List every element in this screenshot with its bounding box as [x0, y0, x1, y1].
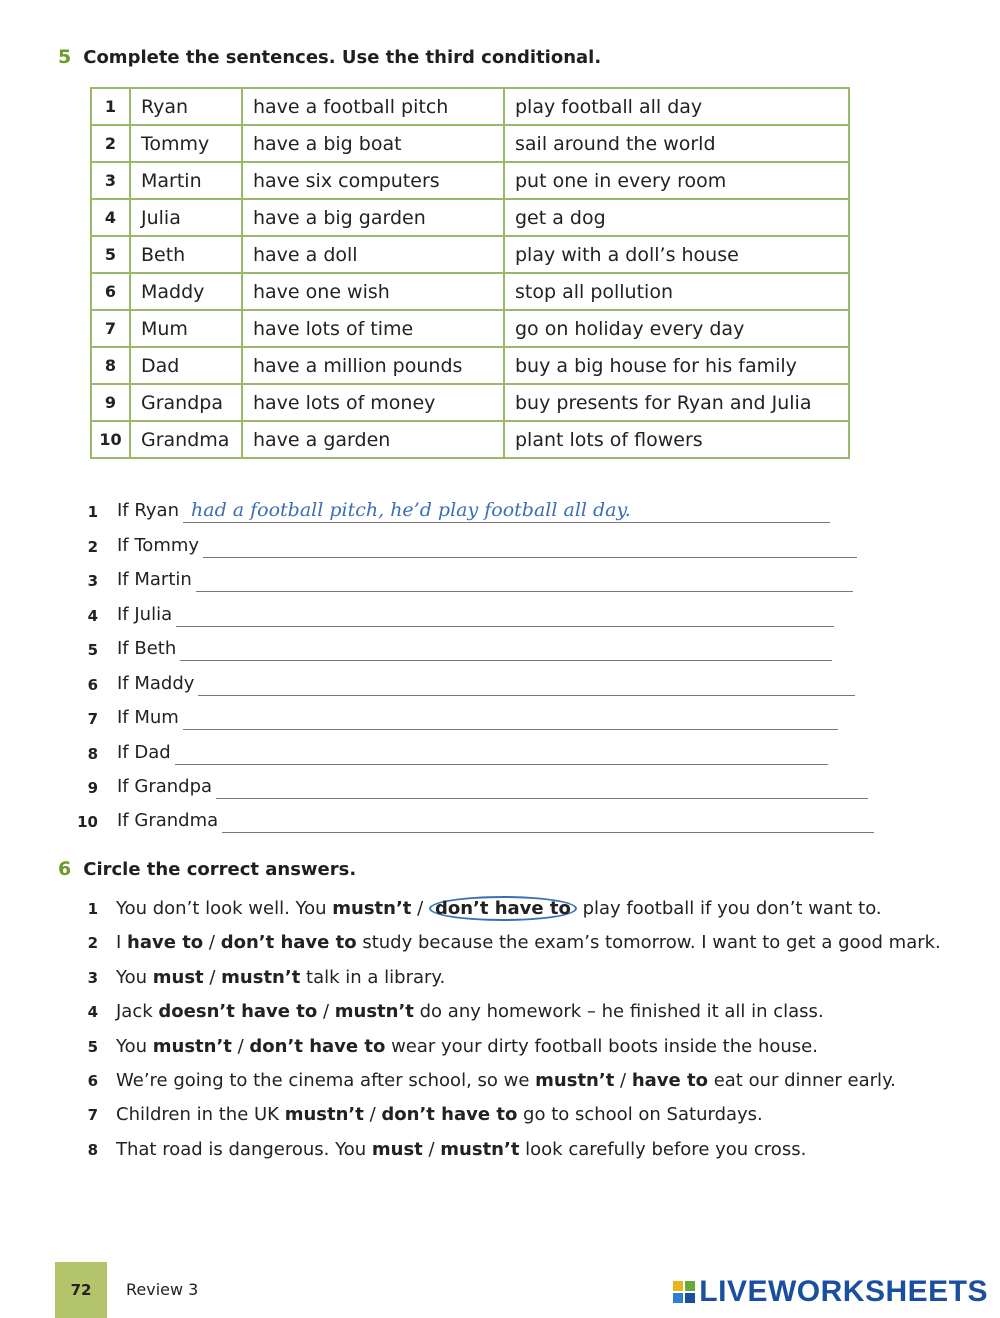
answer-line-row	[74, 635, 832, 665]
row-number: 4	[91, 199, 130, 236]
option-1[interactable]: must	[371, 1139, 423, 1160]
answer-line-row	[74, 532, 857, 562]
condition-cell: have lots of money	[242, 384, 504, 421]
line-number: 8	[87, 745, 98, 763]
answer-input-line[interactable]	[196, 591, 853, 592]
answer-input-line[interactable]	[176, 626, 834, 627]
sentence-end: play football if you don’t want to.	[576, 898, 882, 919]
person-name: Maddy	[130, 273, 242, 310]
table-row	[91, 273, 849, 310]
table-row	[91, 384, 849, 421]
person-name: Dad	[130, 347, 242, 384]
person-name: Grandpa	[130, 384, 242, 421]
sentence-stem: If Julia	[117, 604, 173, 625]
liveworksheets-logo[interactable]	[673, 1275, 988, 1309]
person-name: Grandma	[130, 421, 242, 458]
answer-line-row	[74, 601, 834, 631]
option-1[interactable]: mustn’t	[152, 1036, 232, 1057]
logo-icon	[673, 1281, 695, 1303]
sentence-stem: If Mum	[117, 707, 179, 728]
sentence-end: do any homework – he finished it all in class.	[413, 1001, 824, 1022]
item-number: 8	[87, 1141, 98, 1159]
logo-square	[685, 1281, 695, 1291]
exercise-instruction: Complete the sentences. Use the third conditional.	[83, 47, 602, 68]
list-item	[74, 1001, 824, 1022]
person-name: Beth	[130, 236, 242, 273]
condition-cell: have a garden	[242, 421, 504, 458]
answer-input-line[interactable]	[203, 557, 857, 558]
option-2[interactable]: mustn’t	[334, 1001, 414, 1022]
result-cell: put one in every room	[504, 162, 849, 199]
prompt-table	[90, 87, 850, 459]
exercise-6-heading	[58, 858, 356, 880]
option-2[interactable]: have to	[631, 1070, 708, 1091]
line-number: 1	[87, 503, 98, 521]
table-row	[91, 162, 849, 199]
handwritten-answer: had a football pitch, he’d play football all day.	[191, 499, 631, 521]
option-2[interactable]: don’t have to	[381, 1104, 518, 1125]
option-1[interactable]: must	[152, 967, 204, 988]
logo-square	[673, 1293, 683, 1303]
result-cell: go on holiday every day	[504, 310, 849, 347]
answer-line-row	[74, 773, 868, 803]
condition-cell: have a million pounds	[242, 347, 504, 384]
line-number: 4	[87, 607, 98, 625]
logo-square	[685, 1293, 695, 1303]
exercise-5-heading	[58, 46, 601, 68]
table-row	[91, 88, 849, 125]
answer-line-row	[74, 670, 855, 700]
sentence-stem: If Beth	[117, 638, 177, 659]
line-number: 7	[87, 710, 98, 728]
row-number: 9	[91, 384, 130, 421]
list-item	[74, 1139, 806, 1160]
option-separator: /	[422, 1139, 441, 1160]
row-number: 6	[91, 273, 130, 310]
sentence-start: You	[116, 967, 153, 988]
row-number: 1	[91, 88, 130, 125]
list-item	[74, 898, 882, 919]
answer-line-row	[74, 497, 830, 527]
exercise-number: 5	[58, 46, 72, 68]
table-row	[91, 347, 849, 384]
option-2[interactable]: mustn’t	[221, 967, 301, 988]
item-number: 4	[87, 1003, 98, 1021]
answer-input-line[interactable]	[198, 695, 855, 696]
row-number: 8	[91, 347, 130, 384]
person-name: Ryan	[130, 88, 242, 125]
item-number: 1	[87, 900, 98, 918]
sentence-stem: If Martin	[117, 569, 192, 590]
sentence-end: go to school on Saturdays.	[517, 1104, 763, 1125]
option-1[interactable]: mustn’t	[535, 1070, 615, 1091]
item-number: 7	[87, 1106, 98, 1124]
condition-cell: have a football pitch	[242, 88, 504, 125]
result-cell: play with a doll’s house	[504, 236, 849, 273]
person-name: Julia	[130, 199, 242, 236]
item-number: 5	[87, 1038, 98, 1056]
sentence-start: We’re going to the cinema after school, so we	[116, 1070, 536, 1091]
sentence-start: That road is dangerous. You	[116, 1139, 372, 1160]
sentence-end: study because the exam’s tomorrow. I want to get a good mark.	[356, 932, 941, 953]
logo-square	[673, 1281, 683, 1291]
list-item	[74, 1070, 896, 1091]
answer-line-row	[74, 807, 874, 837]
item-number: 2	[87, 934, 98, 952]
sentence-end: wear your dirty football boots inside the house.	[385, 1036, 818, 1057]
option-separator: /	[411, 898, 429, 919]
option-2[interactable]: mustn’t	[440, 1139, 520, 1160]
answer-input-line[interactable]	[222, 832, 874, 833]
sentence-end: look carefully before you cross.	[519, 1139, 807, 1160]
sentence-stem: If Grandpa	[117, 776, 213, 797]
item-number: 6	[87, 1072, 98, 1090]
list-item	[74, 1104, 763, 1125]
sentence-stem: If Grandma	[117, 810, 219, 831]
person-name: Mum	[130, 310, 242, 347]
line-number: 9	[87, 779, 98, 797]
option-1[interactable]: have to	[127, 932, 204, 953]
option-separator: /	[203, 932, 221, 953]
table-row	[91, 199, 849, 236]
result-cell: sail around the world	[504, 125, 849, 162]
row-number: 10	[91, 421, 130, 458]
condition-cell: have six computers	[242, 162, 504, 199]
option-separator: /	[363, 1104, 382, 1125]
option-2[interactable]: don’t have to	[220, 932, 357, 953]
answer-line-row	[74, 704, 838, 734]
answer-input-line[interactable]	[180, 660, 832, 661]
row-number: 7	[91, 310, 130, 347]
option-separator: /	[231, 1036, 250, 1057]
answer-input-line[interactable]	[183, 729, 838, 730]
option-separator: /	[614, 1070, 632, 1091]
section-label: Review 3	[126, 1280, 199, 1299]
answer-input-line[interactable]	[216, 798, 868, 799]
sentence-start: Children in the UK	[116, 1104, 285, 1125]
sentence-start: I	[116, 932, 128, 953]
table-row	[91, 421, 849, 458]
line-number: 3	[87, 572, 98, 590]
sentence-end: talk in a library.	[300, 967, 446, 988]
result-cell: buy presents for Ryan and Julia	[504, 384, 849, 421]
option-2[interactable]: don’t have to	[249, 1036, 386, 1057]
row-number: 5	[91, 236, 130, 273]
line-number: 5	[87, 641, 98, 659]
answer-line-row	[74, 566, 853, 596]
option-separator: /	[203, 967, 222, 988]
option-1[interactable]: mustn’t	[284, 1104, 364, 1125]
option-1[interactable]: doesn’t have to	[158, 1001, 318, 1022]
answer-input-line[interactable]	[175, 764, 828, 765]
sentence-stem: If Dad	[117, 742, 171, 763]
item-number: 3	[87, 969, 98, 987]
result-cell: plant lots of flowers	[504, 421, 849, 458]
option-2[interactable]: don’t have to	[429, 896, 577, 921]
option-separator: /	[317, 1001, 335, 1022]
sentence-stem: If Ryan	[117, 500, 179, 521]
condition-cell: have one wish	[242, 273, 504, 310]
exercise-instruction: Circle the correct answers.	[83, 859, 357, 880]
condition-cell: have lots of time	[242, 310, 504, 347]
table-row	[91, 236, 849, 273]
condition-cell: have a doll	[242, 236, 504, 273]
row-number: 2	[91, 125, 130, 162]
table-row	[91, 310, 849, 347]
sentence-start: You don’t look well. You	[116, 898, 333, 919]
exercise-number: 6	[58, 858, 72, 880]
sentence-stem: If Maddy	[117, 673, 195, 694]
answer-line-row	[74, 739, 828, 769]
answer-input-line[interactable]	[183, 522, 830, 523]
sentence-start: Jack	[116, 1001, 159, 1022]
row-number: 3	[91, 162, 130, 199]
condition-cell: have a big boat	[242, 125, 504, 162]
condition-cell: have a big garden	[242, 199, 504, 236]
table-row	[91, 125, 849, 162]
sentence-start: You	[116, 1036, 153, 1057]
result-cell: get a dog	[504, 199, 849, 236]
sentence-stem: If Tommy	[117, 535, 200, 556]
page-number-tab	[55, 1262, 107, 1318]
option-1[interactable]: mustn’t	[332, 898, 412, 919]
person-name: Martin	[130, 162, 242, 199]
result-cell: play football all day	[504, 88, 849, 125]
page-number: 72	[70, 1281, 92, 1299]
list-item	[74, 967, 445, 988]
result-cell: stop all pollution	[504, 273, 849, 310]
line-number: 10	[77, 813, 98, 831]
result-cell: buy a big house for his family	[504, 347, 849, 384]
line-number: 2	[87, 538, 98, 556]
list-item	[74, 932, 941, 953]
line-number: 6	[87, 676, 98, 694]
list-item	[74, 1036, 818, 1057]
person-name: Tommy	[130, 125, 242, 162]
brand-name: LIVEWORKSHEETS	[699, 1275, 988, 1308]
sentence-end: eat our dinner early.	[707, 1070, 896, 1091]
